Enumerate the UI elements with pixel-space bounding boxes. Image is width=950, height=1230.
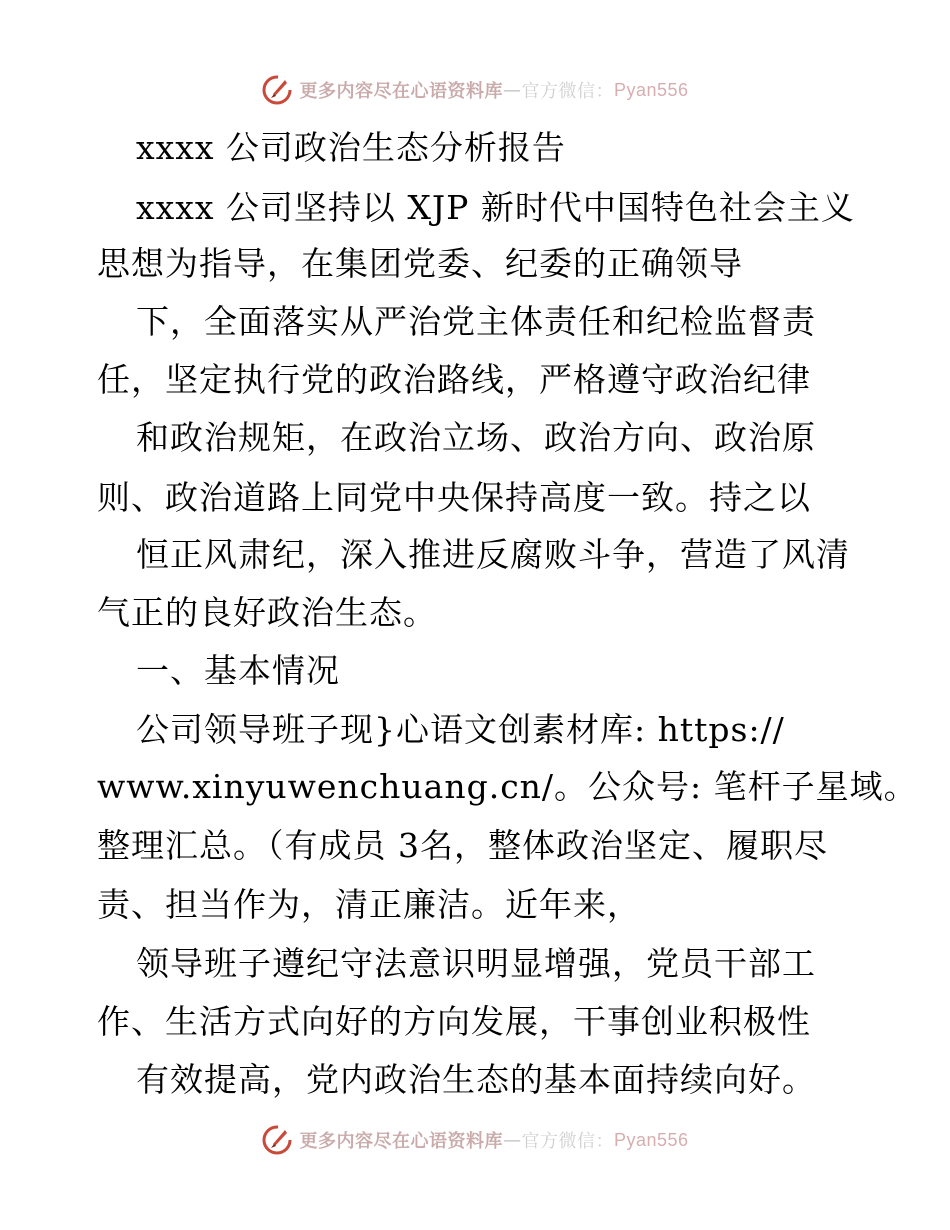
document-title: xxxx 公司政治生态分析报告 <box>136 128 566 167</box>
paragraph-line: 有效提高，党内政治生态的基本面持续向好。 <box>136 1060 816 1099</box>
watermark-sub-text: 官方微信： <box>521 81 614 102</box>
paragraph-line: www.xinyuwenchuang.cn/。公众号: 笔杆子星域。 <box>97 767 918 806</box>
paragraph-line: 思想为指导，在集团党委、纪委的正确领导 <box>97 244 743 283</box>
paragraph-line: 则、政治道路上同党中央保持高度一致。持之以 <box>97 478 811 517</box>
watermark-main-text: 更多内容尽在心语资料库 <box>299 1131 503 1152</box>
paragraph-line: 下，全面落实从严治党主体责任和纪检监督责 <box>136 302 816 341</box>
watermark-wechat-id: Pyan556 <box>613 1129 689 1150</box>
watermark-top <box>0 70 950 110</box>
watermark-dash: — <box>502 79 522 101</box>
watermark-dash: — <box>502 1129 522 1151</box>
quill-logo-icon <box>261 74 293 106</box>
quill-logo-icon <box>261 1124 293 1156</box>
section-heading: 一、基本情况 <box>136 651 340 690</box>
paragraph-line: 公司领导班子现}心语文创素材库: https:// <box>136 710 785 749</box>
watermark-wechat-id: Pyan556 <box>613 79 689 100</box>
paragraph-line: 责、担当作为，清正廉洁。近年来， <box>97 885 641 924</box>
watermark-bottom <box>0 1120 950 1160</box>
paragraph-line: 作、生活方式向好的方向发展，干事创业积极性 <box>97 1002 811 1041</box>
paragraph-line: 气正的良好政治生态。 <box>97 593 437 632</box>
paragraph-line: 和政治规矩，在政治立场、政治方向、政治原 <box>136 418 816 457</box>
paragraph-line: 任，坚定执行党的政治路线，严格遵守政治纪律 <box>97 360 811 399</box>
paragraph-line: xxxx 公司坚持以 XJP 新时代中国特色社会主义 <box>136 188 855 227</box>
paragraph-line: 恒正风肃纪，深入推进反腐败斗争，营造了风清 <box>136 535 850 574</box>
paragraph-line: 整理汇总。（有成员 3名，整体政治坚定、履职尽 <box>97 826 828 865</box>
watermark-sub-text: 官方微信： <box>521 1131 614 1152</box>
watermark-main-text: 更多内容尽在心语资料库 <box>299 81 503 102</box>
paragraph-line: 领导班子遵纪守法意识明显增强，党员干部工 <box>136 944 816 983</box>
